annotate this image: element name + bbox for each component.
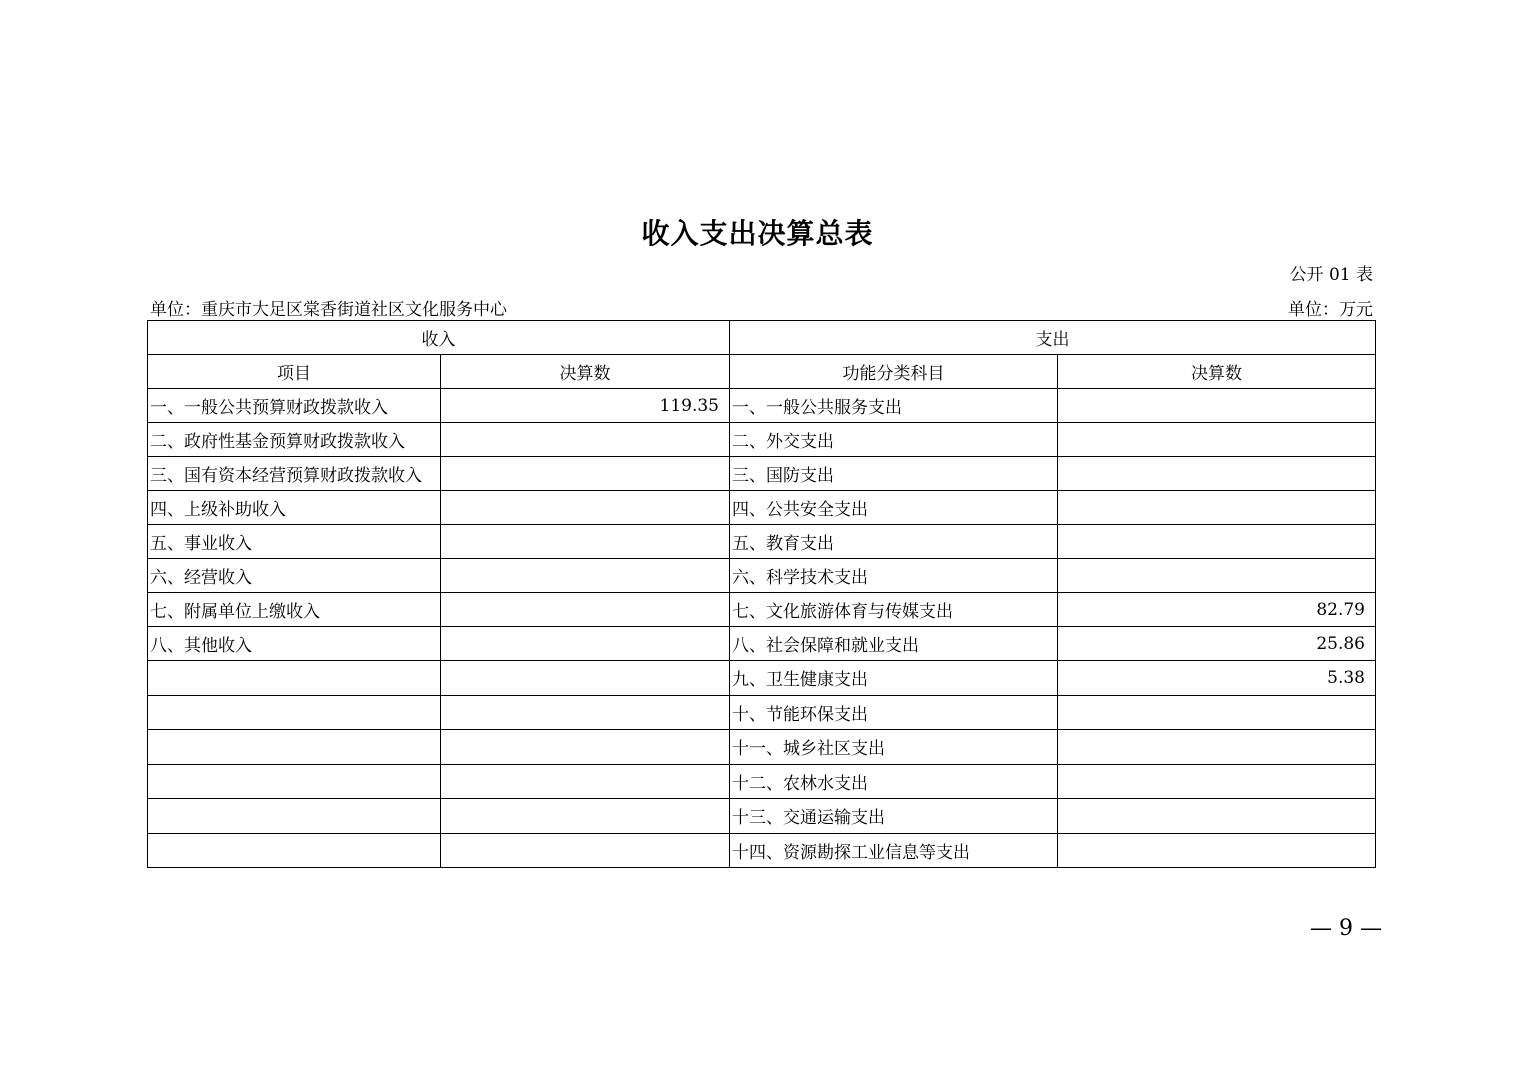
income-item-cell — [148, 764, 441, 799]
expense-amount-cell — [1058, 423, 1376, 457]
table-row — [148, 799, 1376, 834]
income-amount-cell — [441, 661, 730, 696]
page-number: — 9 — — [1310, 916, 1382, 941]
expense-amount-cell — [1058, 491, 1376, 525]
income-item-cell: 四、上级补助收入 — [148, 491, 441, 525]
expense-amount-cell: 82.79 — [1058, 593, 1376, 627]
income-amount-cell — [441, 764, 730, 799]
expense-item-cell: 十三、交通运输支出 — [730, 799, 1058, 834]
income-amount-cell — [441, 525, 730, 559]
income-item-cell — [148, 833, 441, 868]
expense-amount-cell: 25.86 — [1058, 627, 1376, 661]
income-amount-cell — [441, 695, 730, 730]
income-amount-cell — [441, 799, 730, 834]
table-row — [148, 730, 1376, 765]
expense-amount-cell — [1058, 799, 1376, 834]
table-row — [148, 593, 1376, 627]
table-body — [148, 321, 1376, 868]
income-amount-cell: 119.35 — [441, 389, 730, 423]
income-item-cell: 一、一般公共预算财政拨款收入 — [148, 389, 441, 423]
expense-item-cell: 六、科学技术支出 — [730, 559, 1058, 593]
income-item-cell: 六、经营收入 — [148, 559, 441, 593]
income-amount-cell — [441, 423, 730, 457]
expense-amount-cell — [1058, 833, 1376, 868]
income-item-cell: 二、政府性基金预算财政拨款收入 — [148, 423, 441, 457]
expense-item-cell: 三、国防支出 — [730, 457, 1058, 491]
table-column-header-row — [148, 355, 1376, 389]
income-amount-cell — [441, 593, 730, 627]
expense-amount-cell — [1058, 389, 1376, 423]
table-row — [148, 457, 1376, 491]
income-amount-cell — [441, 457, 730, 491]
expense-amount-cell — [1058, 559, 1376, 593]
income-amount-cell — [441, 833, 730, 868]
income-item-cell — [148, 730, 441, 765]
table-row — [148, 525, 1376, 559]
expense-amount-cell: 5.38 — [1058, 661, 1376, 696]
income-group-header: 收入 — [148, 321, 730, 355]
table-group-header-row — [148, 321, 1376, 355]
table-row — [148, 627, 1376, 661]
expense-item-cell: 九、卫生健康支出 — [730, 661, 1058, 696]
income-item-cell: 三、国有资本经营预算财政拨款收入 — [148, 457, 441, 491]
column-header-income-amount: 决算数 — [441, 355, 730, 389]
currency-unit: 单位：万元 — [1288, 300, 1373, 320]
income-amount-cell — [441, 491, 730, 525]
expense-item-cell: 一、一般公共服务支出 — [730, 389, 1058, 423]
table-row — [148, 695, 1376, 730]
table-row — [148, 423, 1376, 457]
income-item-cell: 八、其他收入 — [148, 627, 441, 661]
expense-item-cell: 五、教育支出 — [730, 525, 1058, 559]
expense-item-cell: 十四、资源勘探工业信息等支出 — [730, 833, 1058, 868]
expense-amount-cell — [1058, 525, 1376, 559]
expense-item-cell: 十一、城乡社区支出 — [730, 730, 1058, 765]
income-item-cell — [148, 695, 441, 730]
table-row — [148, 764, 1376, 799]
table-row — [148, 389, 1376, 423]
column-header-income-item: 项目 — [148, 355, 441, 389]
income-item-cell: 七、附属单位上缴收入 — [148, 593, 441, 627]
table-row — [148, 559, 1376, 593]
table-row — [148, 491, 1376, 525]
income-amount-cell — [441, 730, 730, 765]
form-number: 公开 01 表 — [1289, 265, 1373, 285]
expense-item-cell: 四、公共安全支出 — [730, 491, 1058, 525]
table-row — [148, 661, 1376, 696]
column-header-expense-item: 功能分类科目 — [730, 355, 1058, 389]
expense-amount-cell — [1058, 695, 1376, 730]
income-item-cell — [148, 799, 441, 834]
page-title: 收入支出决算总表 — [641, 217, 874, 250]
table-row — [148, 833, 1376, 868]
expense-amount-cell — [1058, 764, 1376, 799]
organization-unit: 单位：重庆市大足区棠香街道社区文化服务中心 — [150, 300, 507, 320]
expense-amount-cell — [1058, 730, 1376, 765]
expense-item-cell: 八、社会保障和就业支出 — [730, 627, 1058, 661]
expense-item-cell: 十、节能环保支出 — [730, 695, 1058, 730]
income-amount-cell — [441, 627, 730, 661]
income-item-cell: 五、事业收入 — [148, 525, 441, 559]
column-header-expense-amount: 决算数 — [1058, 355, 1376, 389]
expense-amount-cell — [1058, 457, 1376, 491]
expense-group-header: 支出 — [730, 321, 1376, 355]
income-expense-summary-table — [147, 320, 1376, 868]
expense-item-cell: 二、外交支出 — [730, 423, 1058, 457]
income-amount-cell — [441, 559, 730, 593]
expense-item-cell: 十二、农林水支出 — [730, 764, 1058, 799]
income-item-cell — [148, 661, 441, 696]
expense-item-cell: 七、文化旅游体育与传媒支出 — [730, 593, 1058, 627]
